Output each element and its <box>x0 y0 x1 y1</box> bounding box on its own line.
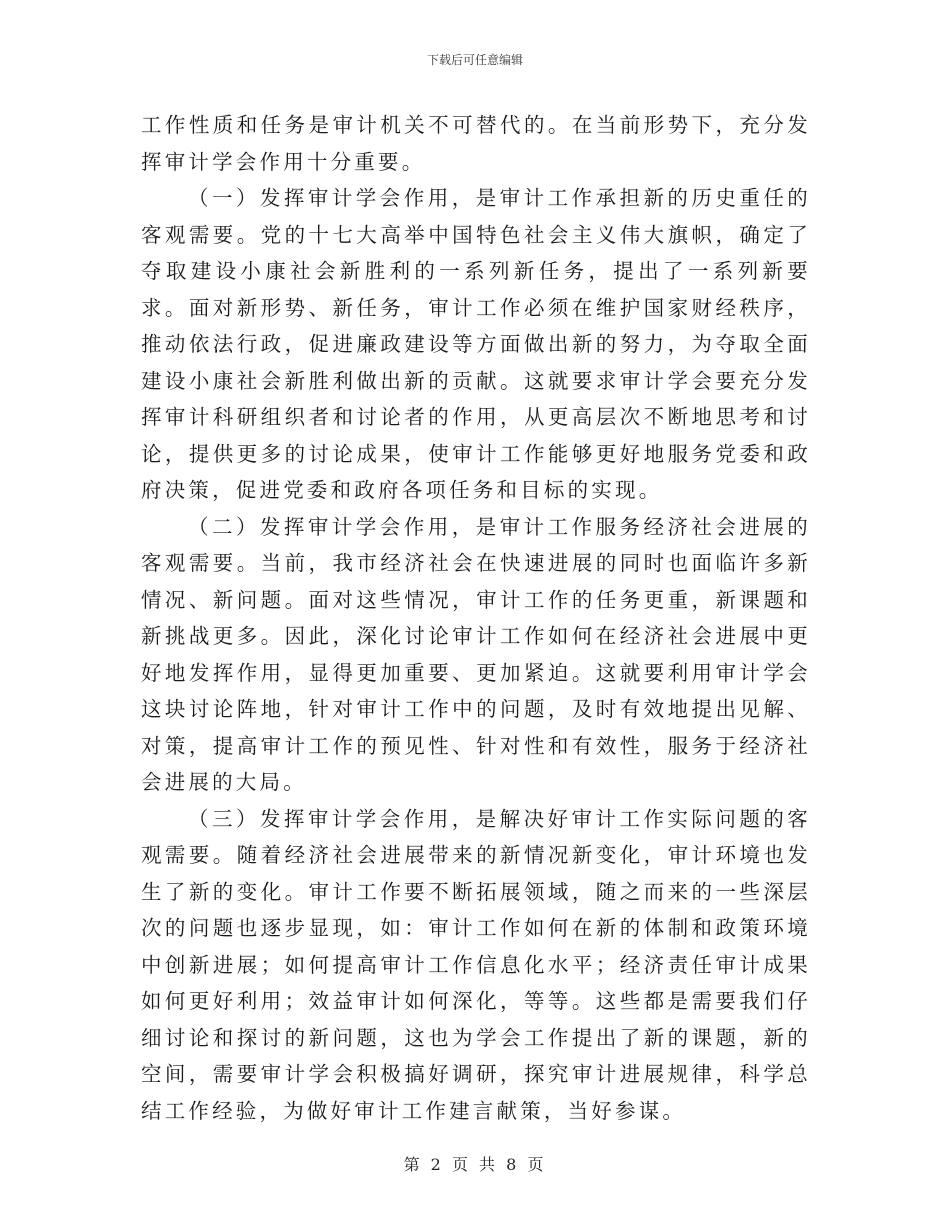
page-number-footer: 第 2 页 共 8 页 <box>403 1155 547 1174</box>
paragraph-section-1: （一）发挥审计学会作用，是审计工作承担新的历史重任的客观需要。党的十七大高举中国特色社会主义伟大旗帜，确定了夺取建设小康社会新胜利的一系列新任务，提出了一系列新要求。面对新形势、新任务，审计工作必须在维护国家财经秩序，推动依法行政，促进廉政建设等方面做出新的努力，为夺取全面建设小康社会新胜利做出新的贡献。这就要求审计学会要充分发挥审计科研组织者和讨论者的作用，从更高层次不断地思考和讨论，提供更多的讨论成果，使审计工作能够更好地服务党委和政府决策，促进党委和政府各项任务和目标的实现。 <box>141 186 811 502</box>
paragraph-section-2: （二）发挥审计学会作用，是审计工作服务经济社会进展的客观需要。当前，我市经济社会在快速进展的同时也面临许多新情况、新问题。面对这些情况，审计工作的任务更重，新课题和新挑战更多。因此，深化讨论审计工作如何在经济社会进展中更好地发挥作用，显得更加重要、更加紧迫。这就要利用审计学会这块讨论阵地，针对审计工作中的问题，及时有效地提出见解、对策，提高审计工作的预见性、针对性和有效性，服务于经济社会进展的大局。 <box>141 514 811 794</box>
document-body <box>141 107 811 1129</box>
page-header: 下载后可任意编辑 <box>426 53 523 67</box>
paragraph-continuation: 工作性质和任务是审计机关不可替代的。在当前形势下，充分发挥审计学会作用十分重要。 <box>141 113 811 174</box>
paragraph-section-3: （三）发挥审计学会作用，是解决好审计工作实际问题的客观需要。随着经济社会进展带来的新情况新变化，审计环境也发生了新的变化。审计工作要不断拓展领域，随之而来的一些深层次的问题也逐步显现，如：审计工作如何在新的体制和政策环境中创新进展；如何提高审计工作信息化水平；经济责任审计成果如何更好利用；效益审计如何深化，等等。这些都是需要我们仔细讨论和探讨的新问题，这也为学会工作提出了新的课题，新的空间，需要审计学会积极搞好调研，探究审计进展规律，科学总结工作经验，为做好审计工作建言献策，当好参谋。 <box>141 806 811 1123</box>
